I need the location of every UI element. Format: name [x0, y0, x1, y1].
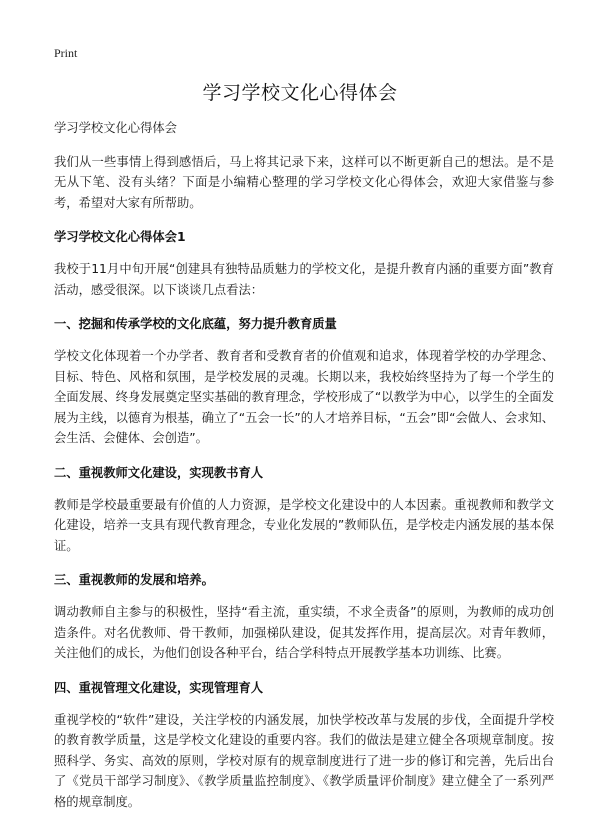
part-heading-1: 一、挖掘和传承学校的文化底蕴，努力提升教育质量 [54, 317, 337, 331]
part-body-2: 教师是学校最重要最有价值的人力资源，是学校文化建设中的人本因素。重视教师和教学文化建设，培养一支具有现代教育理念，专业化发展的”教师队伍，是学校走内涵发展的基本保证。 [54, 497, 554, 553]
part-heading-3: 三、重视教师的发展和培养。 [54, 573, 214, 587]
part-body-4: 重视学校的“软件”建设，关注学校的内涵发展，加快学校改革与发展的步伐，全面提升学校的教育教学质量，这是学校文化建设的重要内容。我们的做法是建立健全各项规章制度。按照科学、务实、高效的原则，学校对原有的规章制度进行了进一步的修订和完善，先后出台了《党员干部学习制度》、《教学质量监控制度》、《教学质量评价制度》建立健全了一系列严格的规章制度。 [54, 712, 554, 809]
part-body-1: 学校文化体现着一个办学者、教育者和受教育者的价值观和追求，体现着学校的办学理念、目标、特色、风格和氛围，是学校发展的灵魂。长期以来，我校始终坚持为了每一个学生的全面发展、终身发展奠定坚实基础的教育理念，学校形成了“以教学为中心，以学生的全面发展为主线，以德育为根基，确立了“五会一长”的人才培养目标，“五会”即“会做人、会求知、会生活、会健体、会创造”。 [54, 349, 554, 445]
article-subtitle: 学习学校文化心得体会 [54, 121, 177, 135]
part-heading-2: 二、重视教师文化建设，实现教书育人 [54, 465, 264, 480]
page-title: 学习学校文化心得体会 [202, 82, 398, 104]
section-heading: 学习学校文化心得体会1 [54, 230, 186, 244]
part-body-3: 调动教师自主参与的积极性，坚持“看主流，重实绩，不求全责备”的原则，为教师的成功创造条件。对名优教师、骨干教师，加强梯队建设，促其发挥作用，提高层次。对青年教师，关注他们的成长，为他们创设各种平台，结合学科特点开展教学基本功训练、比赛。 [54, 605, 554, 660]
part-heading-4: 四、重视管理文化建设，实现管理育人 [54, 680, 264, 695]
intro-paragraph: 我们从一些事情上得到感悟后，马上将其记录下来，这样可以不断更新自己的想法。是不是无从下笔、没有头绪？下面是小编精心整理的学习学校文化心得体会，欢迎大家借鉴与参考，希望对大家有所帮助。 [54, 154, 554, 210]
print-link[interactable]: Print [54, 46, 78, 60]
section-intro-paragraph: 我校于11月中旬开展“创建具有独特品质魅力的学校文化，是提升教育内涵的重要方面”教育活动，感受很深。以下谈谈几点看法： [54, 262, 554, 297]
article-body [54, 118, 554, 826]
